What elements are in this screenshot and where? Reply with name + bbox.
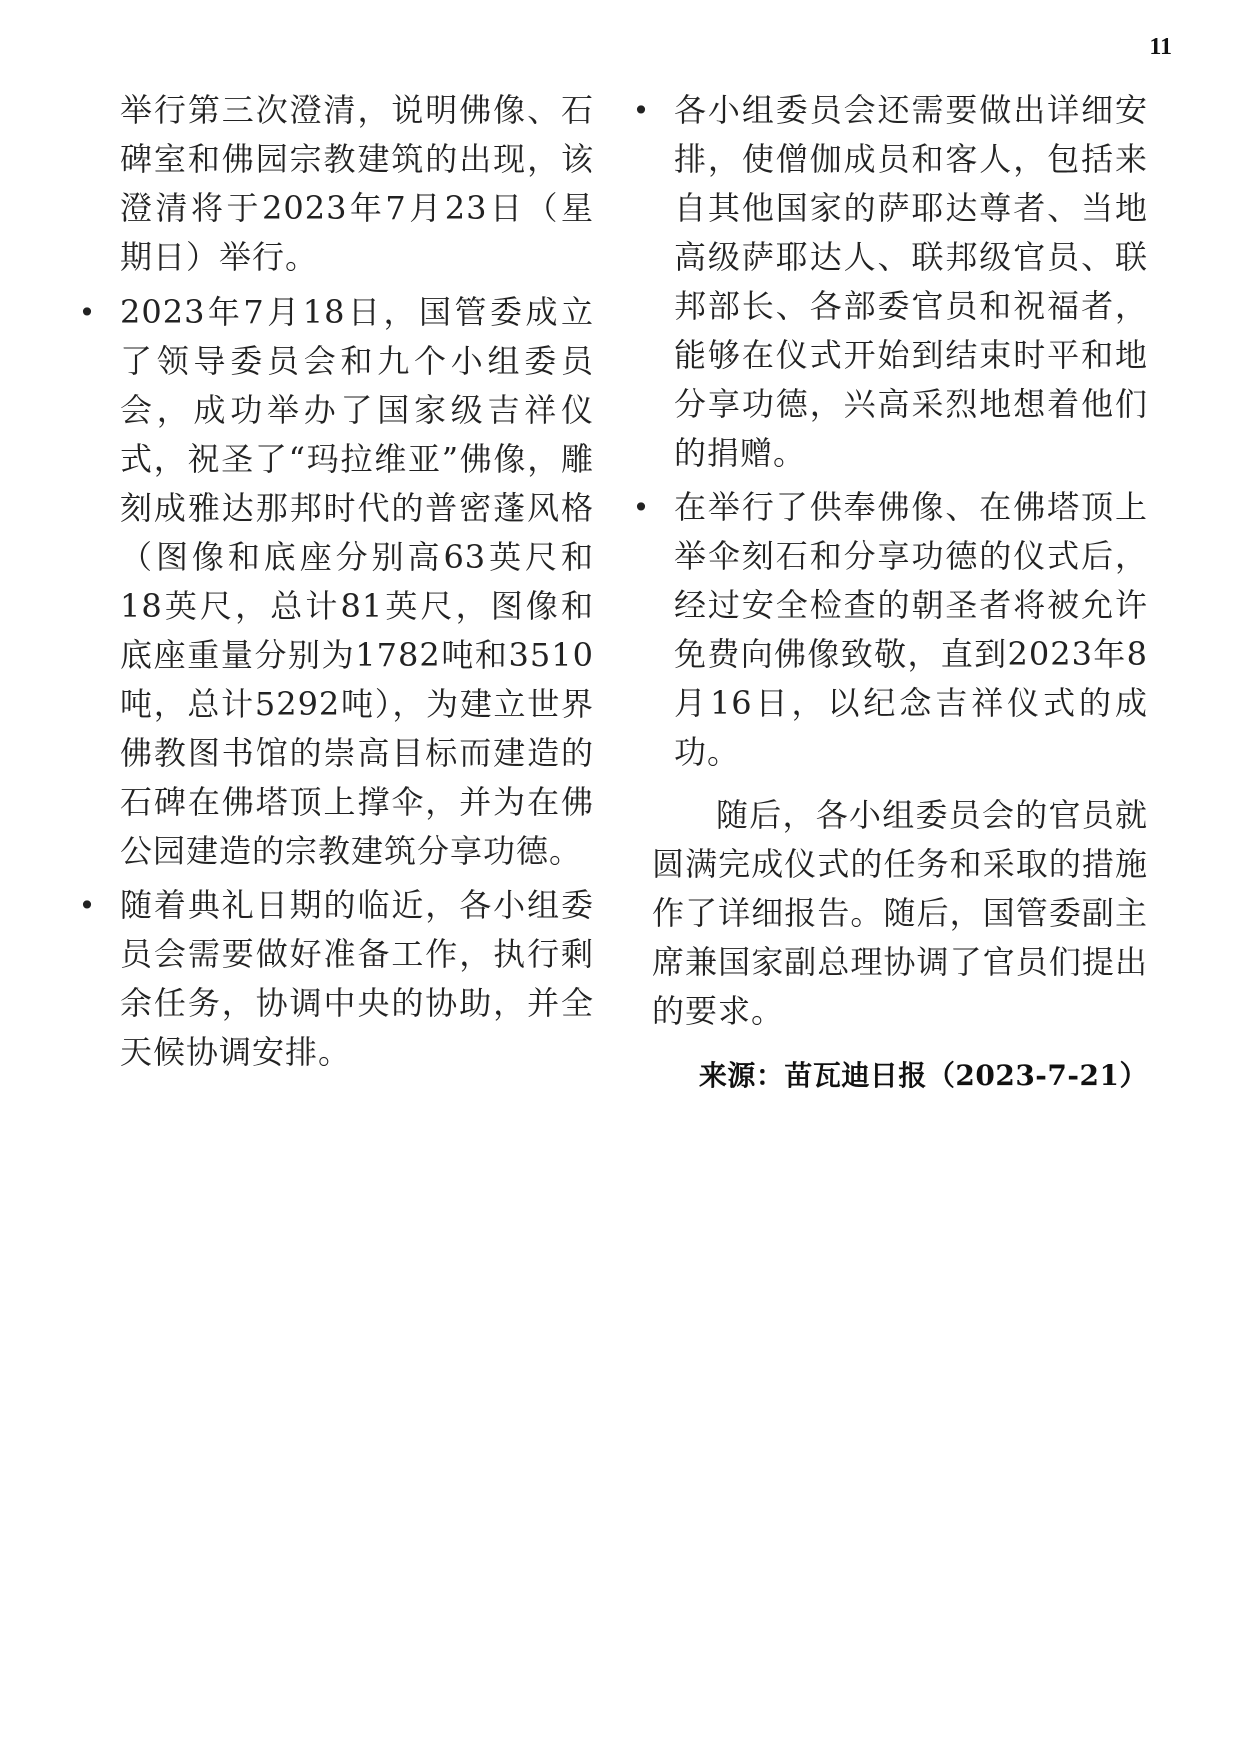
bullet-icon: • [78,889,96,922]
list-item-text: 2023年7月18日，国管委成立了领导委员会和九个小组委员会，成功举办了国家级吉祥仪式，祝圣了“玛拉维亚”佛像，雕刻成雅达那邦时代的普密蓬风格（图像和底座分别高63英尺和18英尺，总计81英尺，图像和底座重量分别为1782吨和3510吨，总计5292吨），为建立世界佛教图书馆的崇高目标而建造的石碑在佛塔顶上撑伞，并为在佛公园建造的宗教建筑分享功德。 [120,293,594,870]
list-item-text: 在举行了供奉佛像、在佛塔顶上举伞刻石和分享功德的仪式后，经过安全检查的朝圣者将被允许免费向佛像致敬，直到2023年8月16日，以纪念吉祥仪式的成功。 [674,488,1148,771]
list-item [632,86,1148,478]
list-item [632,483,1148,777]
page-number: 11 [1149,34,1172,60]
list-item [78,288,594,876]
list-item-text: 随着典礼日期的临近，各小组委员会需要做好准备工作，执行剩余任务，协调中央的协助，并全天候协调安排。 [120,886,594,1071]
bullet-icon: • [78,296,96,329]
closing-paragraph: 随后，各小组委员会的官员就圆满完成仪式的任务和采取的措施作了详细报告。随后，国管委副主席兼国家副总理协调了官员们提出的要求。 [652,796,1148,1030]
continuation-paragraph: 举行第三次澄清，说明佛像、石碑室和佛园宗教建筑的出现，该澄清将于2023年7月23日（星期日）举行。 [120,91,594,276]
bullet-icon: • [632,491,650,524]
list-item [78,881,594,1077]
bullet-icon: • [632,94,650,127]
list-item-text: 各小组委员会还需要做出详细安排，使僧伽成员和客人，包括来自其他国家的萨耶达尊者、当地高级萨耶达人、联邦级官员、联邦部长、各部委官员和祝福者，能够在仪式开始到结束时平和地分享功德，兴高采烈地想着他们的捐赠。 [674,91,1148,472]
left-column [78,86,594,1082]
right-column [632,86,1148,1098]
source-citation: 来源：苗瓦迪日报（2023-7-21） [698,1059,1148,1092]
